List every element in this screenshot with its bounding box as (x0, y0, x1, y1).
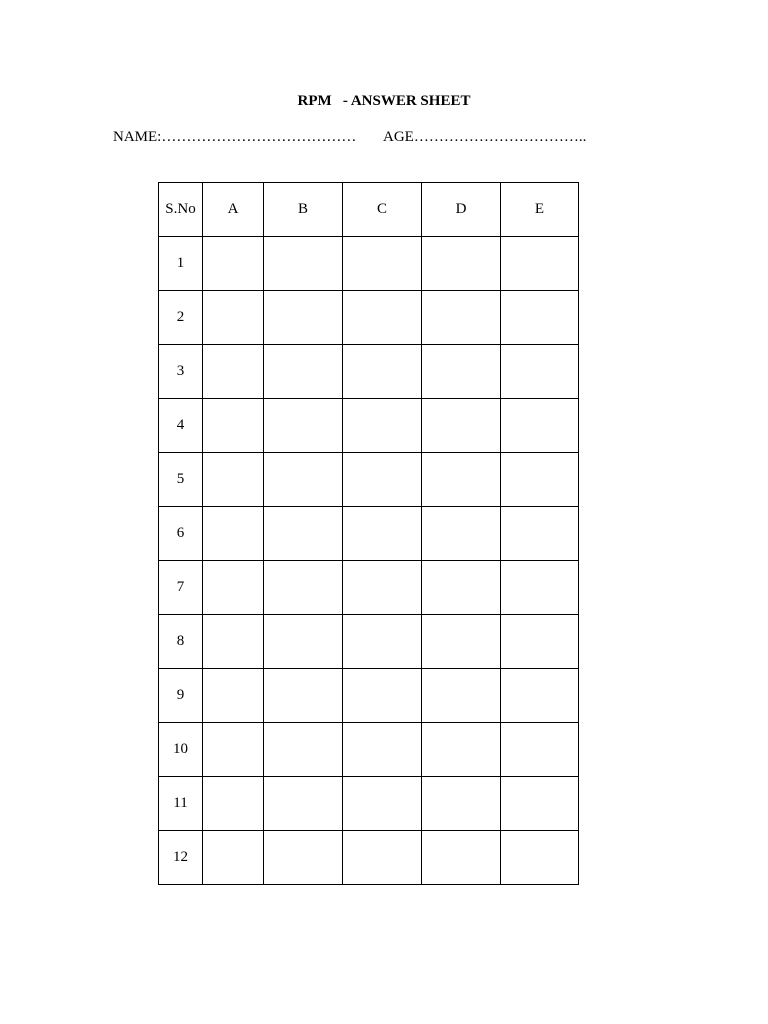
row-number: 1 (159, 237, 203, 291)
row-number: 6 (159, 507, 203, 561)
answer-cell-c[interactable] (343, 453, 422, 507)
table-row (159, 561, 579, 615)
table-row (159, 615, 579, 669)
answer-cell-c[interactable] (343, 399, 422, 453)
row-number: 5 (159, 453, 203, 507)
answer-cell-d[interactable] (422, 831, 501, 885)
row-number: 9 (159, 669, 203, 723)
header-b: B (264, 183, 343, 237)
answer-cell-c[interactable] (343, 777, 422, 831)
answer-cell-b[interactable] (264, 399, 343, 453)
answer-cell-a[interactable] (203, 399, 264, 453)
answer-cell-a[interactable] (203, 669, 264, 723)
answer-cell-b[interactable] (264, 669, 343, 723)
answer-cell-a[interactable] (203, 453, 264, 507)
name-field: NAME:………………………………… (113, 129, 357, 145)
answer-cell-b[interactable] (264, 237, 343, 291)
answer-cell-c[interactable] (343, 831, 422, 885)
answer-cell-e[interactable] (501, 291, 579, 345)
answer-cell-a[interactable] (203, 561, 264, 615)
table-row (159, 669, 579, 723)
header-sno: S.No (159, 183, 203, 237)
header-e: E (501, 183, 579, 237)
table-row (159, 507, 579, 561)
row-number: 11 (159, 777, 203, 831)
answer-cell-c[interactable] (343, 615, 422, 669)
answer-cell-b[interactable] (264, 453, 343, 507)
answer-cell-d[interactable] (422, 345, 501, 399)
answer-cell-e[interactable] (501, 561, 579, 615)
table-row (159, 237, 579, 291)
answer-cell-d[interactable] (422, 777, 501, 831)
answer-cell-c[interactable] (343, 507, 422, 561)
table-header-row (159, 183, 579, 237)
answer-table (158, 182, 579, 885)
answer-cell-a[interactable] (203, 507, 264, 561)
answer-cell-d[interactable] (422, 291, 501, 345)
row-number: 3 (159, 345, 203, 399)
answer-cell-a[interactable] (203, 723, 264, 777)
answer-cell-a[interactable] (203, 615, 264, 669)
answer-cell-b[interactable] (264, 831, 343, 885)
answer-cell-b[interactable] (264, 345, 343, 399)
answer-cell-e[interactable] (501, 669, 579, 723)
answer-cell-c[interactable] (343, 237, 422, 291)
answer-cell-b[interactable] (264, 507, 343, 561)
answer-cell-a[interactable] (203, 291, 264, 345)
table-row (159, 777, 579, 831)
answer-cell-e[interactable] (501, 831, 579, 885)
table-row (159, 399, 579, 453)
answer-cell-e[interactable] (501, 237, 579, 291)
row-number: 4 (159, 399, 203, 453)
answer-cell-e[interactable] (501, 453, 579, 507)
row-number: 2 (159, 291, 203, 345)
answer-cell-a[interactable] (203, 237, 264, 291)
answer-cell-b[interactable] (264, 561, 343, 615)
answer-cell-e[interactable] (501, 399, 579, 453)
answer-cell-e[interactable] (501, 723, 579, 777)
row-number: 8 (159, 615, 203, 669)
answer-cell-d[interactable] (422, 237, 501, 291)
answer-cell-b[interactable] (264, 291, 343, 345)
answer-cell-c[interactable] (343, 669, 422, 723)
answer-cell-e[interactable] (501, 615, 579, 669)
answer-cell-e[interactable] (501, 507, 579, 561)
answer-cell-d[interactable] (422, 669, 501, 723)
row-number: 12 (159, 831, 203, 885)
answer-cell-d[interactable] (422, 507, 501, 561)
answer-cell-d[interactable] (422, 561, 501, 615)
answer-cell-a[interactable] (203, 777, 264, 831)
table-row (159, 723, 579, 777)
answer-cell-d[interactable] (422, 615, 501, 669)
answer-cell-c[interactable] (343, 291, 422, 345)
answer-cell-c[interactable] (343, 723, 422, 777)
header-c: C (343, 183, 422, 237)
row-number: 10 (159, 723, 203, 777)
header-d: D (422, 183, 501, 237)
answer-cell-e[interactable] (501, 345, 579, 399)
table-row (159, 831, 579, 885)
page-title: RPM - ANSWER SHEET (297, 93, 471, 109)
answer-cell-d[interactable] (422, 723, 501, 777)
answer-cell-e[interactable] (501, 777, 579, 831)
answer-cell-a[interactable] (203, 831, 264, 885)
answer-cell-c[interactable] (343, 561, 422, 615)
answer-cell-b[interactable] (264, 723, 343, 777)
answer-cell-a[interactable] (203, 345, 264, 399)
answer-cell-b[interactable] (264, 777, 343, 831)
answer-cell-c[interactable] (343, 345, 422, 399)
answer-cell-b[interactable] (264, 615, 343, 669)
table-row (159, 453, 579, 507)
table-row (159, 345, 579, 399)
table-row (159, 291, 579, 345)
row-number: 7 (159, 561, 203, 615)
answer-table-body (159, 237, 579, 885)
age-field: AGE…………………………….. (383, 129, 587, 145)
answer-cell-d[interactable] (422, 399, 501, 453)
answer-cell-d[interactable] (422, 453, 501, 507)
header-a: A (203, 183, 264, 237)
